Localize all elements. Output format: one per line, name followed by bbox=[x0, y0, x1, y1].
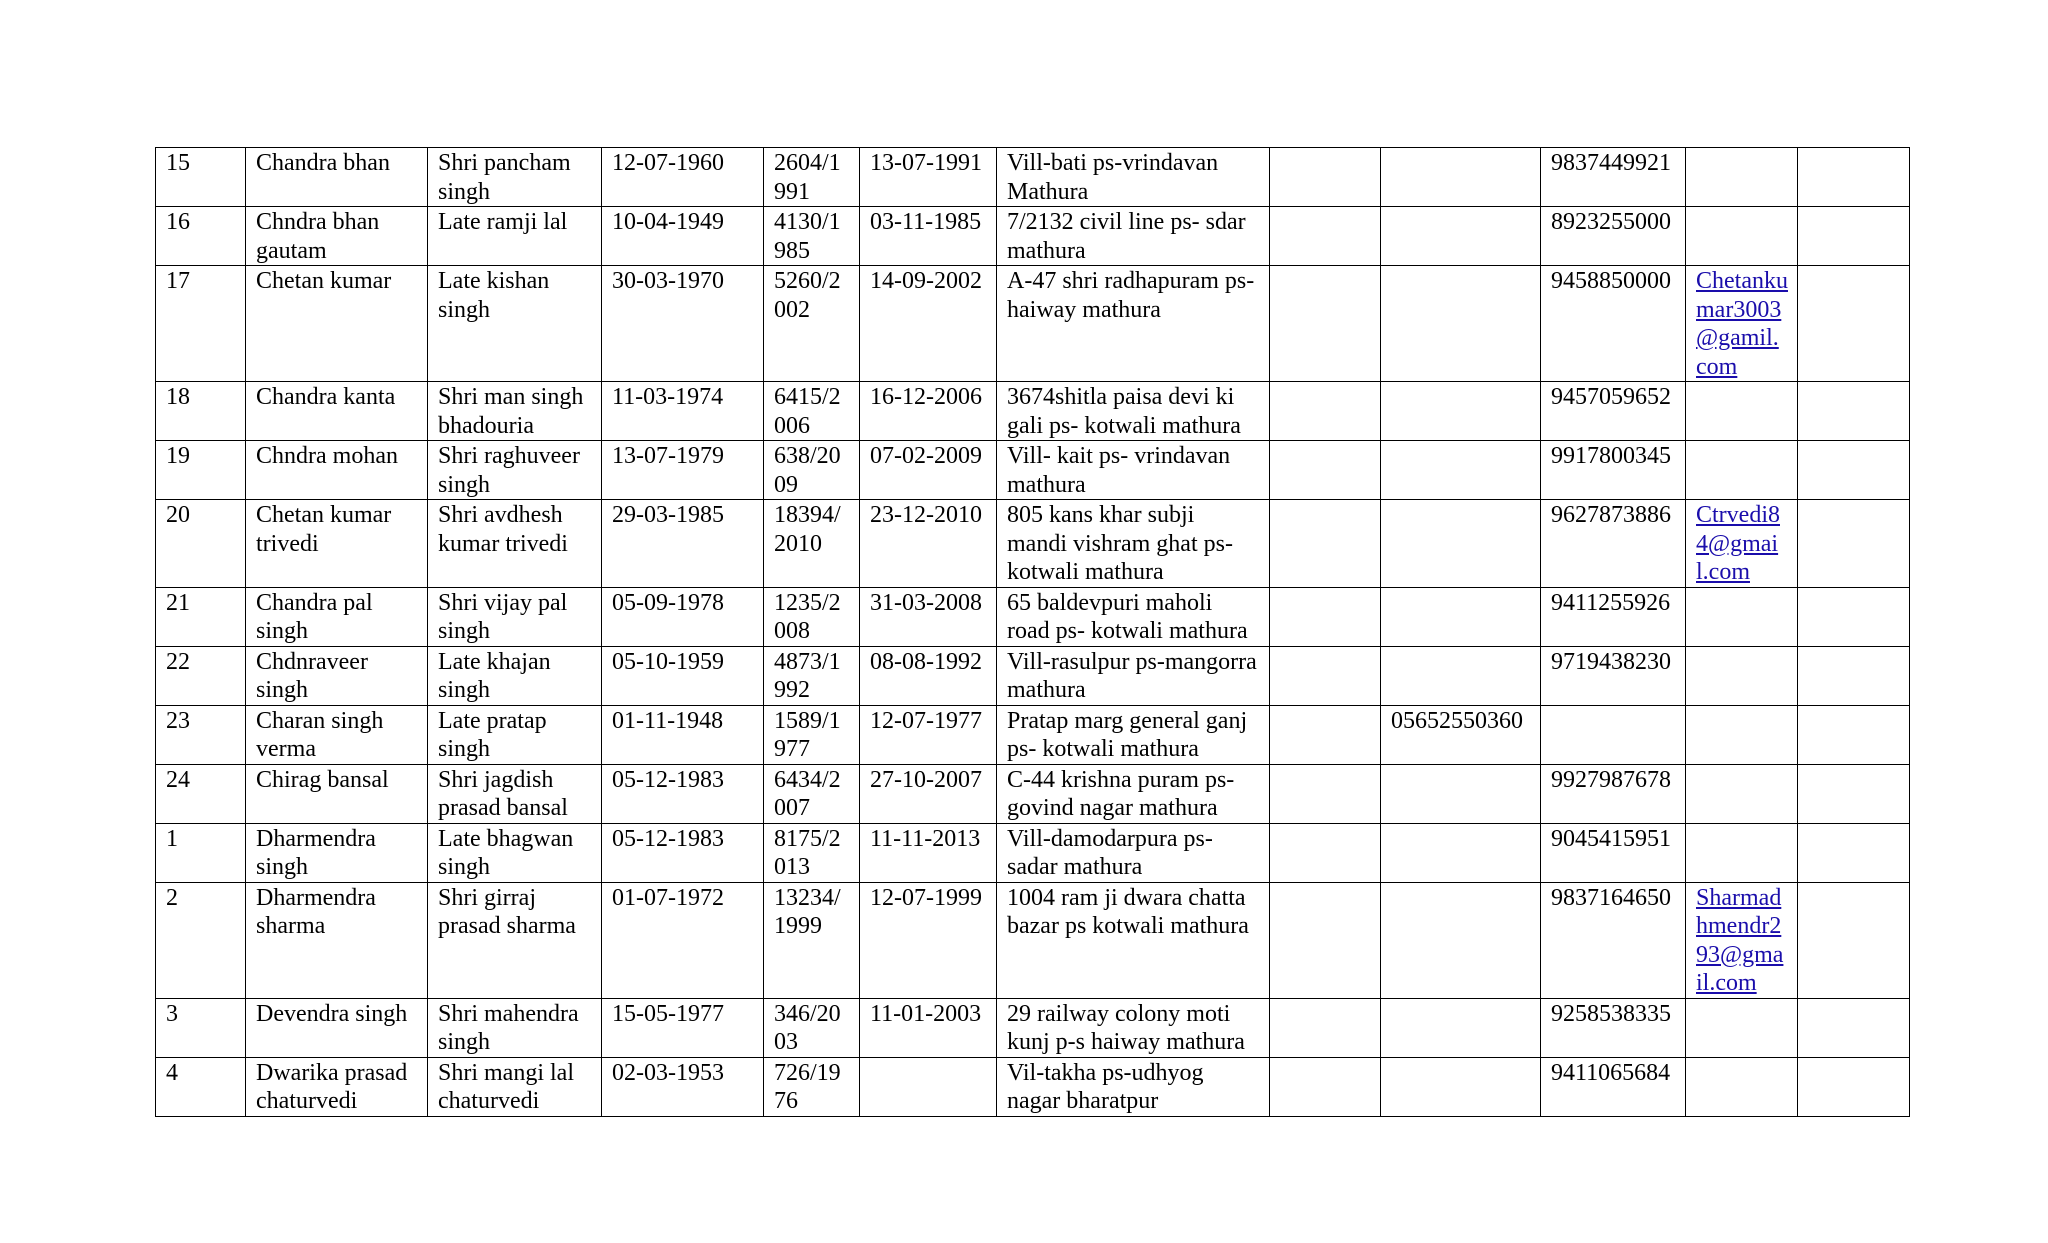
blank-column-cell bbox=[1270, 148, 1381, 207]
father-name-cell: Shri jagdish prasad bansal bbox=[428, 764, 602, 823]
name-cell: Chandra kanta bbox=[246, 382, 428, 441]
phone-cell bbox=[1381, 207, 1541, 266]
phone-cell bbox=[1381, 148, 1541, 207]
table-row bbox=[156, 764, 1910, 823]
registration-number-cell: 6434/2007 bbox=[764, 764, 860, 823]
registration-number-cell: 4873/1992 bbox=[764, 646, 860, 705]
serial-number-cell: 24 bbox=[156, 764, 246, 823]
serial-number-cell: 20 bbox=[156, 500, 246, 588]
registration-date-cell: 11-01-2003 bbox=[860, 998, 997, 1057]
phone-cell bbox=[1381, 823, 1541, 882]
records-table-body bbox=[156, 148, 1910, 1117]
date-of-birth-cell: 12-07-1960 bbox=[602, 148, 764, 207]
remarks-cell bbox=[1798, 882, 1910, 998]
date-of-birth-cell: 05-12-1983 bbox=[602, 823, 764, 882]
serial-number-cell: 18 bbox=[156, 382, 246, 441]
blank-column-cell bbox=[1270, 646, 1381, 705]
remarks-cell bbox=[1798, 148, 1910, 207]
mobile-cell: 9458850000 bbox=[1541, 266, 1686, 382]
phone-cell bbox=[1381, 266, 1541, 382]
mobile-cell: 9258538335 bbox=[1541, 998, 1686, 1057]
address-cell: 29 railway colony moti kunj p-s haiway mathura bbox=[997, 998, 1270, 1057]
remarks-cell bbox=[1798, 1057, 1910, 1116]
registration-date-cell: 13-07-1991 bbox=[860, 148, 997, 207]
blank-column-cell bbox=[1270, 441, 1381, 500]
address-cell: Vill-damodarpura ps-sadar mathura bbox=[997, 823, 1270, 882]
father-name-cell: Shri mangi lal chaturvedi bbox=[428, 1057, 602, 1116]
phone-cell bbox=[1381, 764, 1541, 823]
phone-cell bbox=[1381, 998, 1541, 1057]
table-row bbox=[156, 382, 1910, 441]
registration-date-cell: 14-09-2002 bbox=[860, 266, 997, 382]
registration-date-cell: 31-03-2008 bbox=[860, 587, 997, 646]
blank-column-cell bbox=[1270, 266, 1381, 382]
phone-cell bbox=[1381, 587, 1541, 646]
phone-cell bbox=[1381, 1057, 1541, 1116]
blank-column-cell bbox=[1270, 705, 1381, 764]
father-name-cell: Shri vijay pal singh bbox=[428, 587, 602, 646]
serial-number-cell: 17 bbox=[156, 266, 246, 382]
phone-cell bbox=[1381, 500, 1541, 588]
name-cell: Chetan kumar trivedi bbox=[246, 500, 428, 588]
address-cell: 805 kans khar subji mandi vishram ghat ps-kotwali mathura bbox=[997, 500, 1270, 588]
email-link[interactable]: Ctrvedi84@gmail.com bbox=[1696, 502, 1780, 585]
address-cell: Vill-rasulpur ps-mangorra mathura bbox=[997, 646, 1270, 705]
name-cell: Dharmendra singh bbox=[246, 823, 428, 882]
address-cell: A-47 shri radhapuram ps-haiway mathura bbox=[997, 266, 1270, 382]
email-cell bbox=[1686, 998, 1798, 1057]
remarks-cell bbox=[1798, 646, 1910, 705]
serial-number-cell: 21 bbox=[156, 587, 246, 646]
father-name-cell: Late kishan singh bbox=[428, 266, 602, 382]
registration-date-cell: 12-07-1977 bbox=[860, 705, 997, 764]
address-cell: 3674shitla paisa devi ki gali ps- kotwali mathura bbox=[997, 382, 1270, 441]
phone-cell bbox=[1381, 441, 1541, 500]
father-name-cell: Shri avdhesh kumar trivedi bbox=[428, 500, 602, 588]
name-cell: Chndra mohan bbox=[246, 441, 428, 500]
mobile-cell: 9411065684 bbox=[1541, 1057, 1686, 1116]
table-row bbox=[156, 266, 1910, 382]
mobile-cell: 9457059652 bbox=[1541, 382, 1686, 441]
name-cell: Chdnraveer singh bbox=[246, 646, 428, 705]
address-cell: Vill- kait ps- vrindavan mathura bbox=[997, 441, 1270, 500]
blank-column-cell bbox=[1270, 764, 1381, 823]
email-cell bbox=[1686, 705, 1798, 764]
registration-number-cell: 13234/1999 bbox=[764, 882, 860, 998]
name-cell: Devendra singh bbox=[246, 998, 428, 1057]
email-cell bbox=[1686, 500, 1798, 588]
email-cell bbox=[1686, 587, 1798, 646]
mobile-cell: 9411255926 bbox=[1541, 587, 1686, 646]
table-row bbox=[156, 705, 1910, 764]
address-cell: Pratap marg general ganj ps- kotwali mathura bbox=[997, 705, 1270, 764]
registration-number-cell: 346/2003 bbox=[764, 998, 860, 1057]
phone-cell bbox=[1381, 882, 1541, 998]
name-cell: Charan singh verma bbox=[246, 705, 428, 764]
mobile-cell: 9045415951 bbox=[1541, 823, 1686, 882]
mobile-cell: 8923255000 bbox=[1541, 207, 1686, 266]
blank-column-cell bbox=[1270, 882, 1381, 998]
address-cell: 65 baldevpuri maholi road ps- kotwali mathura bbox=[997, 587, 1270, 646]
table-row bbox=[156, 500, 1910, 588]
registration-number-cell: 726/1976 bbox=[764, 1057, 860, 1116]
father-name-cell: Shri raghuveer singh bbox=[428, 441, 602, 500]
remarks-cell bbox=[1798, 266, 1910, 382]
name-cell: Dharmendra sharma bbox=[246, 882, 428, 998]
serial-number-cell: 22 bbox=[156, 646, 246, 705]
email-cell bbox=[1686, 266, 1798, 382]
address-cell: Vil-takha ps-udhyog nagar bharatpur bbox=[997, 1057, 1270, 1116]
date-of-birth-cell: 29-03-1985 bbox=[602, 500, 764, 588]
email-cell bbox=[1686, 823, 1798, 882]
serial-number-cell: 16 bbox=[156, 207, 246, 266]
blank-column-cell bbox=[1270, 382, 1381, 441]
father-name-cell: Late bhagwan singh bbox=[428, 823, 602, 882]
table-row bbox=[156, 1057, 1910, 1116]
remarks-cell bbox=[1798, 705, 1910, 764]
email-cell bbox=[1686, 882, 1798, 998]
serial-number-cell: 4 bbox=[156, 1057, 246, 1116]
table-row bbox=[156, 882, 1910, 998]
serial-number-cell: 19 bbox=[156, 441, 246, 500]
phone-cell: 05652550360 bbox=[1381, 705, 1541, 764]
date-of-birth-cell: 02-03-1953 bbox=[602, 1057, 764, 1116]
serial-number-cell: 1 bbox=[156, 823, 246, 882]
mobile-cell bbox=[1541, 705, 1686, 764]
father-name-cell: Late khajan singh bbox=[428, 646, 602, 705]
registration-date-cell: 03-11-1985 bbox=[860, 207, 997, 266]
email-cell bbox=[1686, 382, 1798, 441]
remarks-cell bbox=[1798, 587, 1910, 646]
remarks-cell bbox=[1798, 207, 1910, 266]
father-name-cell: Shri girraj prasad sharma bbox=[428, 882, 602, 998]
father-name-cell: Shri man singh bhadouria bbox=[428, 382, 602, 441]
email-cell bbox=[1686, 148, 1798, 207]
remarks-cell bbox=[1798, 823, 1910, 882]
registration-date-cell: 23-12-2010 bbox=[860, 500, 997, 588]
registration-number-cell: 8175/2013 bbox=[764, 823, 860, 882]
table-row bbox=[156, 998, 1910, 1057]
registration-date-cell: 11-11-2013 bbox=[860, 823, 997, 882]
records-table bbox=[155, 147, 1910, 1117]
registration-date-cell: 27-10-2007 bbox=[860, 764, 997, 823]
table-row bbox=[156, 441, 1910, 500]
phone-cell bbox=[1381, 646, 1541, 705]
registration-date-cell: 08-08-1992 bbox=[860, 646, 997, 705]
date-of-birth-cell: 05-09-1978 bbox=[602, 587, 764, 646]
name-cell: Chandra pal singh bbox=[246, 587, 428, 646]
serial-number-cell: 23 bbox=[156, 705, 246, 764]
registration-number-cell: 5260/2002 bbox=[764, 266, 860, 382]
address-cell: 1004 ram ji dwara chatta bazar ps kotwali mathura bbox=[997, 882, 1270, 998]
remarks-cell bbox=[1798, 998, 1910, 1057]
email-cell bbox=[1686, 441, 1798, 500]
table-row bbox=[156, 148, 1910, 207]
mobile-cell: 9627873886 bbox=[1541, 500, 1686, 588]
date-of-birth-cell: 10-04-1949 bbox=[602, 207, 764, 266]
blank-column-cell bbox=[1270, 207, 1381, 266]
registration-number-cell: 18394/2010 bbox=[764, 500, 860, 588]
father-name-cell: Late pratap singh bbox=[428, 705, 602, 764]
phone-cell bbox=[1381, 382, 1541, 441]
father-name-cell: Shri mahendra singh bbox=[428, 998, 602, 1057]
name-cell: Chirag bansal bbox=[246, 764, 428, 823]
date-of-birth-cell: 05-12-1983 bbox=[602, 764, 764, 823]
father-name-cell: Shri pancham singh bbox=[428, 148, 602, 207]
registration-number-cell: 1235/2008 bbox=[764, 587, 860, 646]
date-of-birth-cell: 11-03-1974 bbox=[602, 382, 764, 441]
registration-number-cell: 6415/2006 bbox=[764, 382, 860, 441]
email-cell bbox=[1686, 207, 1798, 266]
email-link[interactable]: Sharmadhmendr293@gmail.com bbox=[1696, 884, 1784, 996]
email-cell bbox=[1686, 1057, 1798, 1116]
registration-number-cell: 638/2009 bbox=[764, 441, 860, 500]
date-of-birth-cell: 01-07-1972 bbox=[602, 882, 764, 998]
father-name-cell: Late ramji lal bbox=[428, 207, 602, 266]
date-of-birth-cell: 01-11-1948 bbox=[602, 705, 764, 764]
remarks-cell bbox=[1798, 500, 1910, 588]
email-cell bbox=[1686, 764, 1798, 823]
date-of-birth-cell: 13-07-1979 bbox=[602, 441, 764, 500]
mobile-cell: 9837449921 bbox=[1541, 148, 1686, 207]
email-cell bbox=[1686, 646, 1798, 705]
serial-number-cell: 3 bbox=[156, 998, 246, 1057]
registration-date-cell bbox=[860, 1057, 997, 1116]
address-cell: 7/2132 civil line ps- sdar mathura bbox=[997, 207, 1270, 266]
serial-number-cell: 15 bbox=[156, 148, 246, 207]
name-cell: Chandra bhan bbox=[246, 148, 428, 207]
address-cell: C-44 krishna puram ps-govind nagar mathura bbox=[997, 764, 1270, 823]
mobile-cell: 9719438230 bbox=[1541, 646, 1686, 705]
registration-number-cell: 4130/1985 bbox=[764, 207, 860, 266]
remarks-cell bbox=[1798, 764, 1910, 823]
remarks-cell bbox=[1798, 441, 1910, 500]
mobile-cell: 9927987678 bbox=[1541, 764, 1686, 823]
date-of-birth-cell: 15-05-1977 bbox=[602, 998, 764, 1057]
mobile-cell: 9917800345 bbox=[1541, 441, 1686, 500]
blank-column-cell bbox=[1270, 1057, 1381, 1116]
registration-date-cell: 16-12-2006 bbox=[860, 382, 997, 441]
remarks-cell bbox=[1798, 382, 1910, 441]
date-of-birth-cell: 05-10-1959 bbox=[602, 646, 764, 705]
name-cell: Chndra bhan gautam bbox=[246, 207, 428, 266]
registration-number-cell: 2604/1991 bbox=[764, 148, 860, 207]
address-cell: Vill-bati ps-vrindavan Mathura bbox=[997, 148, 1270, 207]
registration-date-cell: 12-07-1999 bbox=[860, 882, 997, 998]
date-of-birth-cell: 30-03-1970 bbox=[602, 266, 764, 382]
serial-number-cell: 2 bbox=[156, 882, 246, 998]
table-row bbox=[156, 823, 1910, 882]
table-row bbox=[156, 207, 1910, 266]
mobile-cell: 9837164650 bbox=[1541, 882, 1686, 998]
registration-number-cell: 1589/1977 bbox=[764, 705, 860, 764]
blank-column-cell bbox=[1270, 823, 1381, 882]
email-link[interactable]: Chetankumar3003@gamil.com bbox=[1696, 268, 1788, 380]
table-row bbox=[156, 587, 1910, 646]
blank-column-cell bbox=[1270, 998, 1381, 1057]
table-row bbox=[156, 646, 1910, 705]
registration-date-cell: 07-02-2009 bbox=[860, 441, 997, 500]
blank-column-cell bbox=[1270, 587, 1381, 646]
name-cell: Chetan kumar bbox=[246, 266, 428, 382]
name-cell: Dwarika prasad chaturvedi bbox=[246, 1057, 428, 1116]
blank-column-cell bbox=[1270, 500, 1381, 588]
